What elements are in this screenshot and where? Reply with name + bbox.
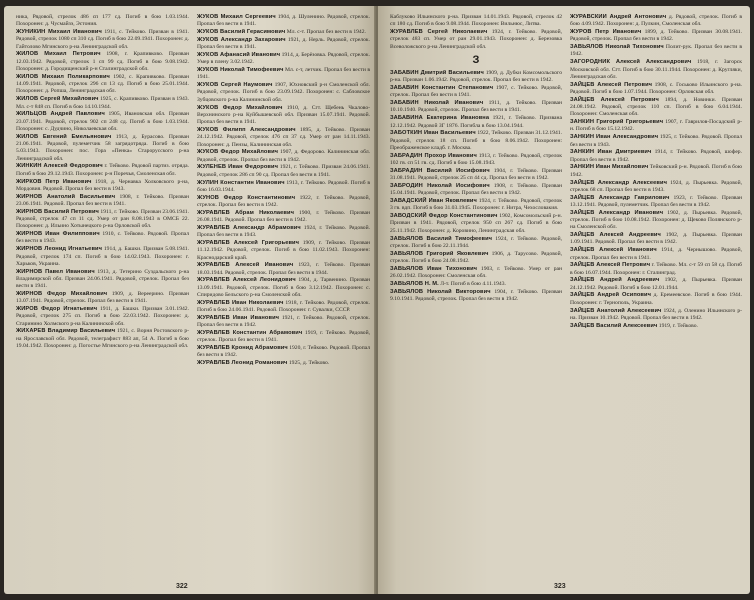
entry-name: ЖИРНОВ Анатолий Васильевич bbox=[16, 193, 116, 200]
memorial-entry bbox=[16, 209, 189, 231]
memorial-entry bbox=[16, 291, 189, 306]
memorial-entry bbox=[390, 281, 562, 288]
entry-name: ЗАБРАДИН Василий Иосифович bbox=[390, 167, 490, 174]
entry-name: ЗАНКИН Иван Михайлович bbox=[570, 164, 649, 171]
memorial-entry bbox=[197, 300, 370, 315]
entry-text: 1911, с. Тейково. Призван в 1941. Рядовой, стрелок 1080 сп 310 сд. Погиб в бою 22.09.1941. Похоронен: д. Гайтолово Мгинского р-на Ленинградской обл. bbox=[16, 29, 189, 50]
entry-text: 1909, д. Вереерино. Призван 13.07.1941. Рядовой, стрелок. Пропал без вести в 1941. bbox=[16, 290, 189, 305]
entry-name: ЗАБРАДИН Прохор Иванович bbox=[390, 152, 477, 159]
memorial-entry bbox=[390, 289, 562, 304]
memorial-entry bbox=[390, 213, 562, 235]
memorial-entry bbox=[16, 163, 189, 178]
entry-text: Тейковский р-н. Рядовой. Погиб в бою 1942. bbox=[570, 164, 742, 178]
entry-name: ЗАЙЦЕВ Алексей Петрович bbox=[570, 81, 653, 88]
memorial-entry bbox=[197, 37, 370, 52]
entry-name: ЗАБАВИН Николай Иванович bbox=[390, 100, 484, 107]
entry-text: 1924, г. Тейково. Рядовой. Пропал без вести в 1943. bbox=[197, 224, 370, 239]
entry-name: ЗАЙЦЕВ Василий Алексеевич bbox=[570, 322, 658, 329]
entry-name: ЖИРНОВ Василий Петрович bbox=[16, 208, 99, 215]
entry-text: д. Еремеевское. Погиб в бою 1944. Похоронен: г. Тернополь, Украина. bbox=[570, 292, 742, 306]
entry-name: ЖИРНОВ Иван Филиппович bbox=[16, 231, 100, 238]
entry-text: 1911, д. Башки. Призван 3.01.1942. Рядовой, стрелок 275 сп. Погиб в бою 22.03.1942. Похоронен: д. Старинино Холмского р-на Калининской обл. bbox=[16, 306, 189, 327]
entry-name: ЖУЛИН Константин Иванович bbox=[197, 179, 285, 186]
entry-text: 1924, д. Пырьевка. Рядовой, стрелок 68 сп. Пропал без вести в 1943. bbox=[570, 179, 742, 193]
entry-text: 1899, д. Тейково. Призван 30.08.1941. Рядовой, стрелок. Пропал без вести в 1942. bbox=[570, 29, 742, 43]
memorial-entry bbox=[570, 323, 742, 330]
entry-name: ЖУКОВ Александр Захарович bbox=[197, 36, 286, 43]
memorial-entry bbox=[197, 345, 370, 360]
entry-text: 1909, д. Дубки Комсомольского р-на. Призван 1.06.1942. Рядовой, стрелок. Пропал без вести в 1942. bbox=[390, 69, 562, 84]
entry-name: ЗАВЬЯЛОВ Григорий Яковлевич bbox=[390, 250, 489, 257]
entry-name: ЖИЛОВ Михаил Петрович bbox=[16, 51, 101, 58]
entry-text: г. Тейково. Мл. с-т 59 сп 58 сд. Погиб в бою 16.07.1944. Похоронен: г. Сталинград. bbox=[570, 262, 742, 276]
entry-name: ЖУРАВЛЕВ Леонид Романович bbox=[197, 360, 288, 367]
entry-text: 1913, г. Тейково. Рядовой, стрелок 102 гв. сп 51 гв. сд. Погиб в бою 15.08.1943. bbox=[390, 152, 562, 167]
entry-name: ЗАВЬЯЛОВ Николай Тихонович bbox=[570, 44, 664, 51]
entry-text: 1921, с. Ворня Ростовского р-на Ярославской обл. Рядовой, телеграфист 883 ап, 54 А. Погиб в бою 19.04.1942. Похоронен: д. Погостье Мгинского р-на Ленинградской обл. bbox=[16, 328, 189, 350]
entry-name: ЖИРНОВ Федор Михайлович bbox=[16, 290, 108, 297]
entry-text: 1914, д. Чернышово. Рядовой, стрелок. Пропал без вести в 1941. bbox=[570, 247, 742, 261]
right-page bbox=[378, 6, 750, 594]
entry-name: ЗАЙЦЕВ Алексей Петрович bbox=[570, 96, 659, 103]
memorial-entry bbox=[390, 153, 562, 168]
memorial-entry bbox=[197, 105, 370, 127]
entry-name: ЗАЙЦЕВ Алексей Андреевич bbox=[570, 232, 661, 239]
entry-text: Мл. с-т, летчик. Пропал без вести в 1941. bbox=[197, 67, 370, 81]
left-page bbox=[4, 6, 376, 594]
memorial-entry bbox=[197, 67, 370, 82]
memorial-entry bbox=[390, 198, 562, 213]
memorial-entry bbox=[570, 59, 742, 81]
entry-name: ЖУРАВСКИЙ Андрей Антонович bbox=[570, 14, 667, 20]
memorial-entry bbox=[16, 111, 189, 133]
memorial-entry bbox=[570, 14, 742, 29]
memorial-entry bbox=[197, 127, 370, 149]
page-number: 322 bbox=[176, 583, 188, 590]
memorial-entry bbox=[390, 14, 562, 29]
entry-name: ЖУНОВ Федор Константинович bbox=[197, 194, 296, 201]
entry-text: 1908, г. Крапивково. Призван 12.03.1942. Рядовой, стрелок 1 сп 99 сд. Погиб в бою 9.08.1942. Похоронен: д. Городищенский р-н Сталинградской обл. bbox=[16, 51, 189, 73]
entry-text: 1907, д. Федорово. Калининская обл. Рядовой, стрелок. Пропал без вести в 1942. bbox=[197, 149, 370, 163]
entry-text: Л-т. Погиб в бою 4.11.1943. bbox=[440, 280, 506, 287]
memorial-entry bbox=[16, 246, 189, 268]
memorial-entry bbox=[570, 119, 742, 134]
entry-name: ЖИЛОВ Евгений Емельянович bbox=[16, 133, 112, 140]
entry-text: 1918, г. Тейково. Рядовой, стрелок. Погиб в бою 24.06.1941. Рядовой. Похоронен: г. Сувалки, СССР. bbox=[197, 299, 370, 314]
right-page-column-2 bbox=[570, 14, 742, 582]
entry-name: ЗАБАВИН Константин Степанович bbox=[390, 85, 494, 92]
entry-name: ЗАБАВИНА Екатерина Ивановна bbox=[390, 115, 490, 122]
entry-name: ЗАЙЦЕВ Алексей Петрович bbox=[570, 262, 651, 269]
entry-text: 1922, Тейково. Призван 31.12.1941. Рядовой, стрелок 18 сп. Погиб в бою 8.06.1942. Похоронен: Преображенское кладб. г. Москва. bbox=[390, 130, 562, 151]
memorial-entry bbox=[390, 251, 562, 266]
entry-text: 1925, д. Тейково. bbox=[288, 360, 330, 367]
entry-text: ника, Рядовой, стрелок 486 сп 177 сд. Погиб в бою 1.03.1944. Похоронен: д. Чусмайзэ, Эстония. bbox=[16, 14, 189, 28]
entry-text: 1919, г. Тейково. Рядовой, стрелок. Пропал без вести в 1941. bbox=[197, 329, 370, 344]
entry-name: ЗАБОТКИН Иван Васильевич bbox=[390, 130, 476, 137]
entry-text: 1908, г. Тейково. Призван 23.06.1941. Рядовой. Пропал без вести в 1941. bbox=[16, 193, 189, 207]
entry-text: 1921, г. Тейково. Призвана 12.12.1942. Рядовой ЗГ 1876. Погибла в бою 13.04.1944. bbox=[390, 115, 562, 129]
memorial-entry bbox=[197, 14, 370, 29]
memorial-entry bbox=[197, 82, 370, 104]
memorial-entry bbox=[570, 232, 742, 247]
memorial-entry bbox=[16, 231, 189, 246]
entry-text: 1913, д. Бурасово. Призван 21.06.1941. Рядовой, пулеметчик 58 загрядотряда. Погиб в бою 5.03.1943. Похоронен: пос. Гора «Пенка» Старорусского р-на Ленинградской обл. bbox=[16, 133, 189, 162]
memorial-entry bbox=[16, 74, 189, 96]
entry-name: ЖИРОВ Федор Игнатьевич bbox=[16, 306, 98, 313]
entry-name: ЖУКОВ Федор Михайлович bbox=[197, 149, 279, 156]
entry-name: ЖУРАВЛЕВ Иван Иванович bbox=[197, 314, 280, 321]
section-letter: З bbox=[472, 53, 480, 66]
entry-name: ЖИРНОВ Леонид Игнатьевич bbox=[16, 246, 103, 253]
entry-name: ЖИЛОВ Михаил Поликарпович bbox=[16, 73, 110, 80]
memorial-entry bbox=[570, 44, 742, 59]
entry-name: ЖИРНОВ Павел Иванович bbox=[16, 268, 95, 275]
entry-name: ЖУРАВЛЕВ Алексей Иванович bbox=[197, 262, 294, 269]
memorial-entry bbox=[390, 70, 562, 85]
entry-text: 1921, г. Тейково. Призван 24.06.1941. Рядовой, стрелок 286 сп 90 сд. Пропал без вести в 1941. bbox=[197, 164, 370, 178]
memorial-entry bbox=[570, 82, 742, 97]
memorial-entry bbox=[197, 164, 370, 179]
entry-name: ЗАЙЦЕВ Андрей Андреевич bbox=[570, 277, 660, 284]
left-page-column-2 bbox=[197, 14, 370, 582]
memorial-entry bbox=[570, 247, 742, 262]
entry-name: ЖУКОВ Михаил Сергеевич bbox=[197, 14, 276, 20]
memorial-entry bbox=[570, 292, 742, 307]
memorial-entry bbox=[390, 100, 562, 115]
entry-name: ЖИХАРЕВ Владимир Васильевич bbox=[16, 328, 116, 335]
entry-text: 1925, с. Крапивково. Призван в 1943. Мл. с-т 848 сп. Погиб в бою 14.10.1944. bbox=[16, 96, 189, 110]
entry-text: 1914, д. Башки. Призван 5.08.1941. Рядовой, стрелок 174 сп. Погиб в бою 14.02.1943. Похоронен: г. Харьков, Украина. bbox=[16, 246, 189, 267]
entry-name: ЖИЛЬЦОВ Андрей Павлович bbox=[16, 111, 105, 118]
entry-text: 1921, г. Тейково. Рядовой, стрелок. Пропал без вести в 1942. bbox=[197, 314, 370, 329]
entry-name: ЖУРАВЛЕВ Константин Абрамович bbox=[197, 329, 303, 336]
memorial-entry bbox=[197, 195, 370, 210]
memorial-entry bbox=[197, 315, 370, 330]
entry-text: 1922, г. Тейково. Рядовой, стрелок. Пропал без вести в 1942. bbox=[197, 194, 370, 208]
entry-text: 1923, г. Тейково. Призван 18.03.1944. Рядовой, стрелок. Пропал без вести в 1944. bbox=[197, 262, 370, 276]
memorial-entry bbox=[570, 134, 742, 149]
entry-text: 1902, с. Крапивково. Призван 14.09.1941. Рядовой, стрелок 296 сп 13 сд. Погиб в бою 25.01.1944. Похоронен: д. Ропша, Ленинградская обл. bbox=[16, 73, 189, 95]
memorial-entry bbox=[390, 29, 562, 51]
entry-name: ЗАВАДСКИЙ Иван Яковлевич bbox=[390, 198, 477, 205]
entry-text: 1913, д. Тетерино Суздальского р-на Владимирской обл. Призван 24.06.1941. Рядовой, стрелок. Пропал без вести в 1941. bbox=[16, 268, 189, 290]
entry-name: ЖУКОВ Филипп Александрович bbox=[197, 126, 296, 133]
entry-name: ЗАВЬЯЛОВ Н. М. bbox=[390, 280, 439, 287]
entry-text: 1925, г. Тейково. Рядовой. Пропал без вести в 1943. bbox=[570, 134, 742, 148]
entry-text: 1920, г. Тейково. Рядовой. Пропал без вести в 1942. bbox=[197, 345, 370, 359]
entry-text: 1895, д. Тейково. Призван 24.12.1942. Рядовой, стрелок 476 сп 37 сд. Умер от ран 14.11.1943. Похоронен: д. Пензы, Калининская обл. bbox=[197, 126, 370, 148]
entry-text: 1905, Ивановская обл. Призван 23.07.1941. Рядовой, стрелок 902 сп 248 сд. Погиб в бою 1.03.1944. Похоронен: с. Дудчино, Николаевская обл. bbox=[16, 111, 189, 132]
entry-name: ЖУРАВЛЕВ Сергей Николаевич bbox=[390, 29, 488, 36]
entry-name: ЖУКОВ Сергей Наумович bbox=[197, 82, 273, 89]
entry-text: 1921, д. Нерль. Рядовой, стрелок. Пропал без вести в 1941. bbox=[197, 36, 370, 51]
entry-text: 1924, г. Тейково. Рядовой, стрелок 3 гв. вдп. Погиб в бою 31.03.1945. Похоронен: г. Нитра, Чехословакия. bbox=[390, 198, 562, 212]
memorial-entry bbox=[197, 180, 370, 195]
entry-text: 1904, д. Шуленино. Рядовой, стрелок. Пропал без вести в 1941. bbox=[197, 14, 370, 28]
memorial-entry bbox=[570, 149, 742, 164]
entry-text: 1910, д. Сгт. Щебень Чкалово-Верхнинского р-на Куйбышевской обл. Призван 15.07.1941. Рядовой. Пропал без вести в 1941. bbox=[197, 104, 370, 126]
entry-name: ЖУКОВ Николай Тимофеевич bbox=[197, 67, 284, 74]
memorial-entry bbox=[16, 306, 189, 328]
entry-name: ЖУКОВ Афанасий Иванович bbox=[197, 51, 281, 58]
entry-name: ЖУРАВЛЕВ Алексей Григорьевич bbox=[197, 239, 300, 246]
entry-name: ЖУЛЕНЕВ Иван Федорович bbox=[197, 164, 278, 171]
entry-text: Полит-рук. Пропал без вести в 1942. bbox=[570, 44, 742, 58]
entry-name: ЗАВЬЯЛОВ Василий Тимофеевич bbox=[390, 235, 493, 242]
memorial-entry bbox=[197, 29, 370, 36]
entry-text: 1904, г. Тейково. Призван 31.08.1941. Рядовой, стрелок 25 сп 44 сд. Пропал без вести в 1942. bbox=[390, 167, 562, 182]
memorial-entry bbox=[16, 14, 189, 29]
memorial-entry bbox=[570, 195, 742, 210]
entry-text: 1924, г. Тейково. Рядовой, стрелок. Погиб в бою 22.11.1944. bbox=[390, 235, 562, 249]
memorial-entry bbox=[197, 225, 370, 240]
entry-text: Мл. с-т. Пропал без вести в 1942. bbox=[286, 29, 366, 36]
memorial-entry bbox=[197, 277, 370, 299]
entry-name: ЗАВЬЯЛОВ Иван Тихонович bbox=[390, 265, 478, 272]
entry-name: ЗАЙЦЕВ Александр Алексеевич bbox=[570, 179, 667, 186]
memorial-entry bbox=[16, 96, 189, 111]
entry-text: 1913, г. Тейково. Рядовой. Погиб в бою 16.03.1944. bbox=[197, 179, 370, 193]
memorial-entry bbox=[16, 269, 189, 291]
entry-name: ЗАНКИН Григорий Григорьевич bbox=[570, 119, 664, 126]
entry-text: 1894, д. Новинки. Призван 24.08.1942. Рядовой, стрелок 110 сп. Погиб в бою 6.04.1944. Похоронен: Смоленская обл. bbox=[570, 96, 742, 118]
memorial-entry bbox=[390, 168, 562, 183]
entry-name: ЖИНКИН Алексей Федорович bbox=[16, 163, 103, 170]
memorial-entry bbox=[197, 360, 370, 367]
entry-text: 1908, с. Госьково Ильинского р-на. Рядовой. Погиб в бою 1.07.1944. Похоронен: Орловская обл. bbox=[570, 81, 742, 95]
memorial-entry bbox=[570, 97, 742, 119]
entry-name: ЖУКОВ Василий Герасимович bbox=[197, 29, 286, 36]
entry-text: 1923, г. Тейково. Призван 13.12.1941. Рядовой, пулеметчик. Пропал без вести в 1942. bbox=[570, 194, 742, 208]
entry-text: 1902, д. Пырьевка. Рядовой, стрелок. Погиб в бою 10.08.1942. Похоронен: д. Щеково Полянского р-на Смоленской обл. bbox=[570, 209, 742, 231]
entry-name: ЖУНИКИН Михаил Иванович bbox=[16, 29, 102, 36]
entry-text: 1918, г. Загорск Московской обл. Сгт. Погиб в бою 30.11.1944. Похоронен: д. Кругляки, Ленинградская обл. bbox=[570, 59, 742, 80]
entry-name: ЗАНКИН Иван Дмитриевич bbox=[570, 149, 652, 156]
memorial-entry bbox=[16, 194, 189, 209]
entry-text: 1904, д. Тарвенино. Призван 13.09.1941. Рядовой, стрелок. Погиб в бою 3.12.1942. Похоронен: с. Спиридово Бельского р-на Смоленской обл. bbox=[197, 277, 370, 298]
entry-text: 1908, г. Тейково. Призван 15.04.1941. Рядовой, стрелок. Пропал без вести в 1942. bbox=[390, 182, 562, 197]
memorial-entry bbox=[197, 210, 370, 225]
entry-name: ЖИРКОВ Петр Иванович bbox=[16, 178, 92, 185]
memorial-entry bbox=[570, 29, 742, 44]
entry-text: 1904, г. Тейково. Призван 9.10.1941. Рядовой, стрелок. Пропал без вести в 1942. bbox=[390, 288, 562, 302]
entry-name: ЖИЛОВ Сергей Михайлович bbox=[16, 96, 99, 103]
entry-name: ЖУРАВЛЕВ Александр Абрамович bbox=[197, 224, 301, 231]
entry-text: 1914, д. Берёзовка. Рядовой, стрелок. Умер в плену 3.02.1942. bbox=[197, 51, 370, 66]
entry-name: ЗАБАВИН Дмитрий Васильевич bbox=[390, 69, 484, 76]
entry-name: ЗАВЬЯЛОВ Николай Викторович bbox=[390, 288, 491, 295]
entry-name: ЗАЙЦЕВ Александр Иванович bbox=[570, 209, 664, 216]
memorial-entry bbox=[16, 51, 189, 73]
entry-text: 1907, г. Гаврилов-Посадский р-н. Погиб в бою 15.12.1942. bbox=[570, 119, 742, 133]
memorial-entry bbox=[197, 330, 370, 345]
memorial-entry bbox=[570, 210, 742, 232]
entry-text: 1924, д. Оленино Ильинского р-на. Призван 10.1942. Рядовой. Пропал без вести в 1942. bbox=[570, 307, 742, 321]
entry-text: 1902, д. Пырьевка. Призван 1.09.1941. Рядовой. Пропал без вести в 1942. bbox=[570, 232, 742, 246]
entry-text: 1906, д. Тарусово. Рядовой, стрелок. Погиб в бою 24.08.1942. bbox=[390, 250, 562, 264]
entry-name: ЗАВОДСКИЙ Федор Константинович bbox=[390, 213, 498, 220]
entry-name: ЖУРАВЛЕВ Иван Николаевич bbox=[197, 299, 284, 306]
entry-name: ЖУРАВЛЕВ Абрам Николаевич bbox=[197, 209, 295, 216]
memorial-entry bbox=[390, 115, 562, 130]
entry-text: 1910, с. Тейково. Рядовой. Пропал без вести в 1943. bbox=[16, 231, 189, 245]
memorial-entry bbox=[570, 180, 742, 195]
memorial-entry bbox=[570, 308, 742, 323]
page-number: 323 bbox=[554, 583, 566, 590]
memorial-entry bbox=[570, 164, 742, 179]
memorial-entry bbox=[390, 266, 562, 281]
memorial-entry bbox=[390, 85, 562, 100]
entry-text: 1907, с. Тейково. Рядовой, стрелок. Пропал без вести в 1941. bbox=[390, 85, 562, 99]
entry-name: ЗАЙЦЕВ Александр Гаврилович bbox=[570, 194, 670, 201]
entry-name: ЗАБРОДИН Николай Иосифович bbox=[390, 182, 490, 189]
memorial-entry bbox=[197, 262, 370, 277]
entry-text: д. Рядовой, стрелок. Погиб в бою 4.09.1942. Похоронен: д. Пулкин, Смоленская обл. bbox=[570, 14, 742, 28]
entry-text: Каблуково Ильинского р-на. Призван 14.01.1943. Рядовой, стрелок 42 сп 180 сд. Погиб в бою 9.08.1944. Похоронен: Вильнюс, Литва. bbox=[390, 14, 562, 28]
left-page-column-1 bbox=[16, 14, 189, 582]
memorial-entry bbox=[390, 236, 562, 251]
entry-text: 1902, Комсомольский р-н. Призван в 1941. Рядовой, стрелок 950 сп 267 сд. Погиб в бою 25.11.1942. Похоронен: д. Коровино, Ленинградская обл. bbox=[390, 213, 562, 234]
entry-text: 1909, г. Тейково. Призван 11.12.1942. Рядовой, стрелок. Погиб в бою 11.02.1943. Похоронен: Краснодарский край. bbox=[197, 239, 370, 261]
entry-name: ЖУРАВЛЕВ Кронид Абрамович bbox=[197, 345, 288, 352]
memorial-entry bbox=[197, 149, 370, 164]
memorial-entry bbox=[16, 29, 189, 51]
entry-text: 1911, г. Тейково. Призван 23.06.1941. Рядовой, стрелок 47 сп 11 сд. Умер от ран 8.08.1943 в ОМСБ 22. Похоронен: д. Ильино Хотынецкого р-на Орловской обл. bbox=[16, 208, 189, 230]
memorial-entry bbox=[16, 328, 189, 350]
right-page-column-1 bbox=[390, 14, 562, 582]
entry-name: ЖУКОВ Федор Михайлович bbox=[197, 104, 283, 111]
entry-text: 1918, д. Чернавка Холковского р-на, Мордовия. Рядовой. Пропал без вести в 1943. bbox=[16, 178, 189, 192]
memorial-entry bbox=[197, 52, 370, 67]
memorial-entry bbox=[390, 130, 562, 152]
entry-name: ЗАЙЦЕВ Андрей Осипович bbox=[570, 292, 652, 299]
entry-text: 1900, г. Тейково. Призван 26.08.1941. Рядовой. Пропал без вести в 1942. bbox=[197, 209, 370, 224]
memorial-entry bbox=[570, 277, 742, 292]
entry-text: 1907, Юхновский р-н Смоленской обл. Рядовой, стрелок. Погиб в бою 23.09.1942. Похоронен: с. Сабловское Зубцовского р-на Калининской обл. bbox=[197, 82, 370, 103]
entry-text: 1924, г. Тейково. Рядовой, стрелок 483 сп. Умер от ран 29.01.1943. Похоронен: д. Березовка Всеволожского р-на Ленинградской обл. bbox=[390, 29, 562, 50]
entry-name: ЖУРОВ Петр Иванович bbox=[570, 29, 642, 36]
entry-text: 1902, д. Пырьевка. Призван 24.12.1942. Рядовой. Погиб в бою 12.01.1944. bbox=[570, 277, 742, 291]
entry-name: ЗАНКИН Иван Александрович bbox=[570, 134, 659, 141]
memorial-entry bbox=[16, 179, 189, 194]
entry-name: ЗАГОРОДНИК Алексей Александрович bbox=[570, 59, 692, 66]
entry-name: ЗАЙЦЕВ Анатолий Алексеевич bbox=[570, 307, 662, 314]
entry-text: 1903, г. Тейково. Умер от ран 26.02.1942. Похоронен: Смоленская обл. bbox=[390, 265, 562, 279]
entry-text: 1911, д. Тейково. Призван 10.10.1940. Рядовой, стрелок. Пропал без вести в 1941. bbox=[390, 100, 562, 114]
memorial-entry bbox=[390, 183, 562, 198]
memorial-entry bbox=[197, 240, 370, 262]
entry-text: 1914, г. Тейково. Рядовой, шофер. Пропал без вести в 1942. bbox=[570, 149, 742, 163]
memorial-entry bbox=[16, 134, 189, 163]
entry-text: г. Тейково. Рядовой партиз. отряда. Погиб в бою 29.12.1943. Похоронен: р-н Поречья, Смоленская обл. bbox=[16, 163, 189, 177]
entry-name: ЗАЙЦЕВ Алексей Иванович bbox=[570, 247, 657, 254]
entry-text: 1919, г. Тейково. bbox=[658, 322, 698, 329]
memorial-entry bbox=[570, 262, 742, 277]
entry-name: ЖУРАВЛЕВ Алексей Леонидович bbox=[197, 277, 296, 284]
